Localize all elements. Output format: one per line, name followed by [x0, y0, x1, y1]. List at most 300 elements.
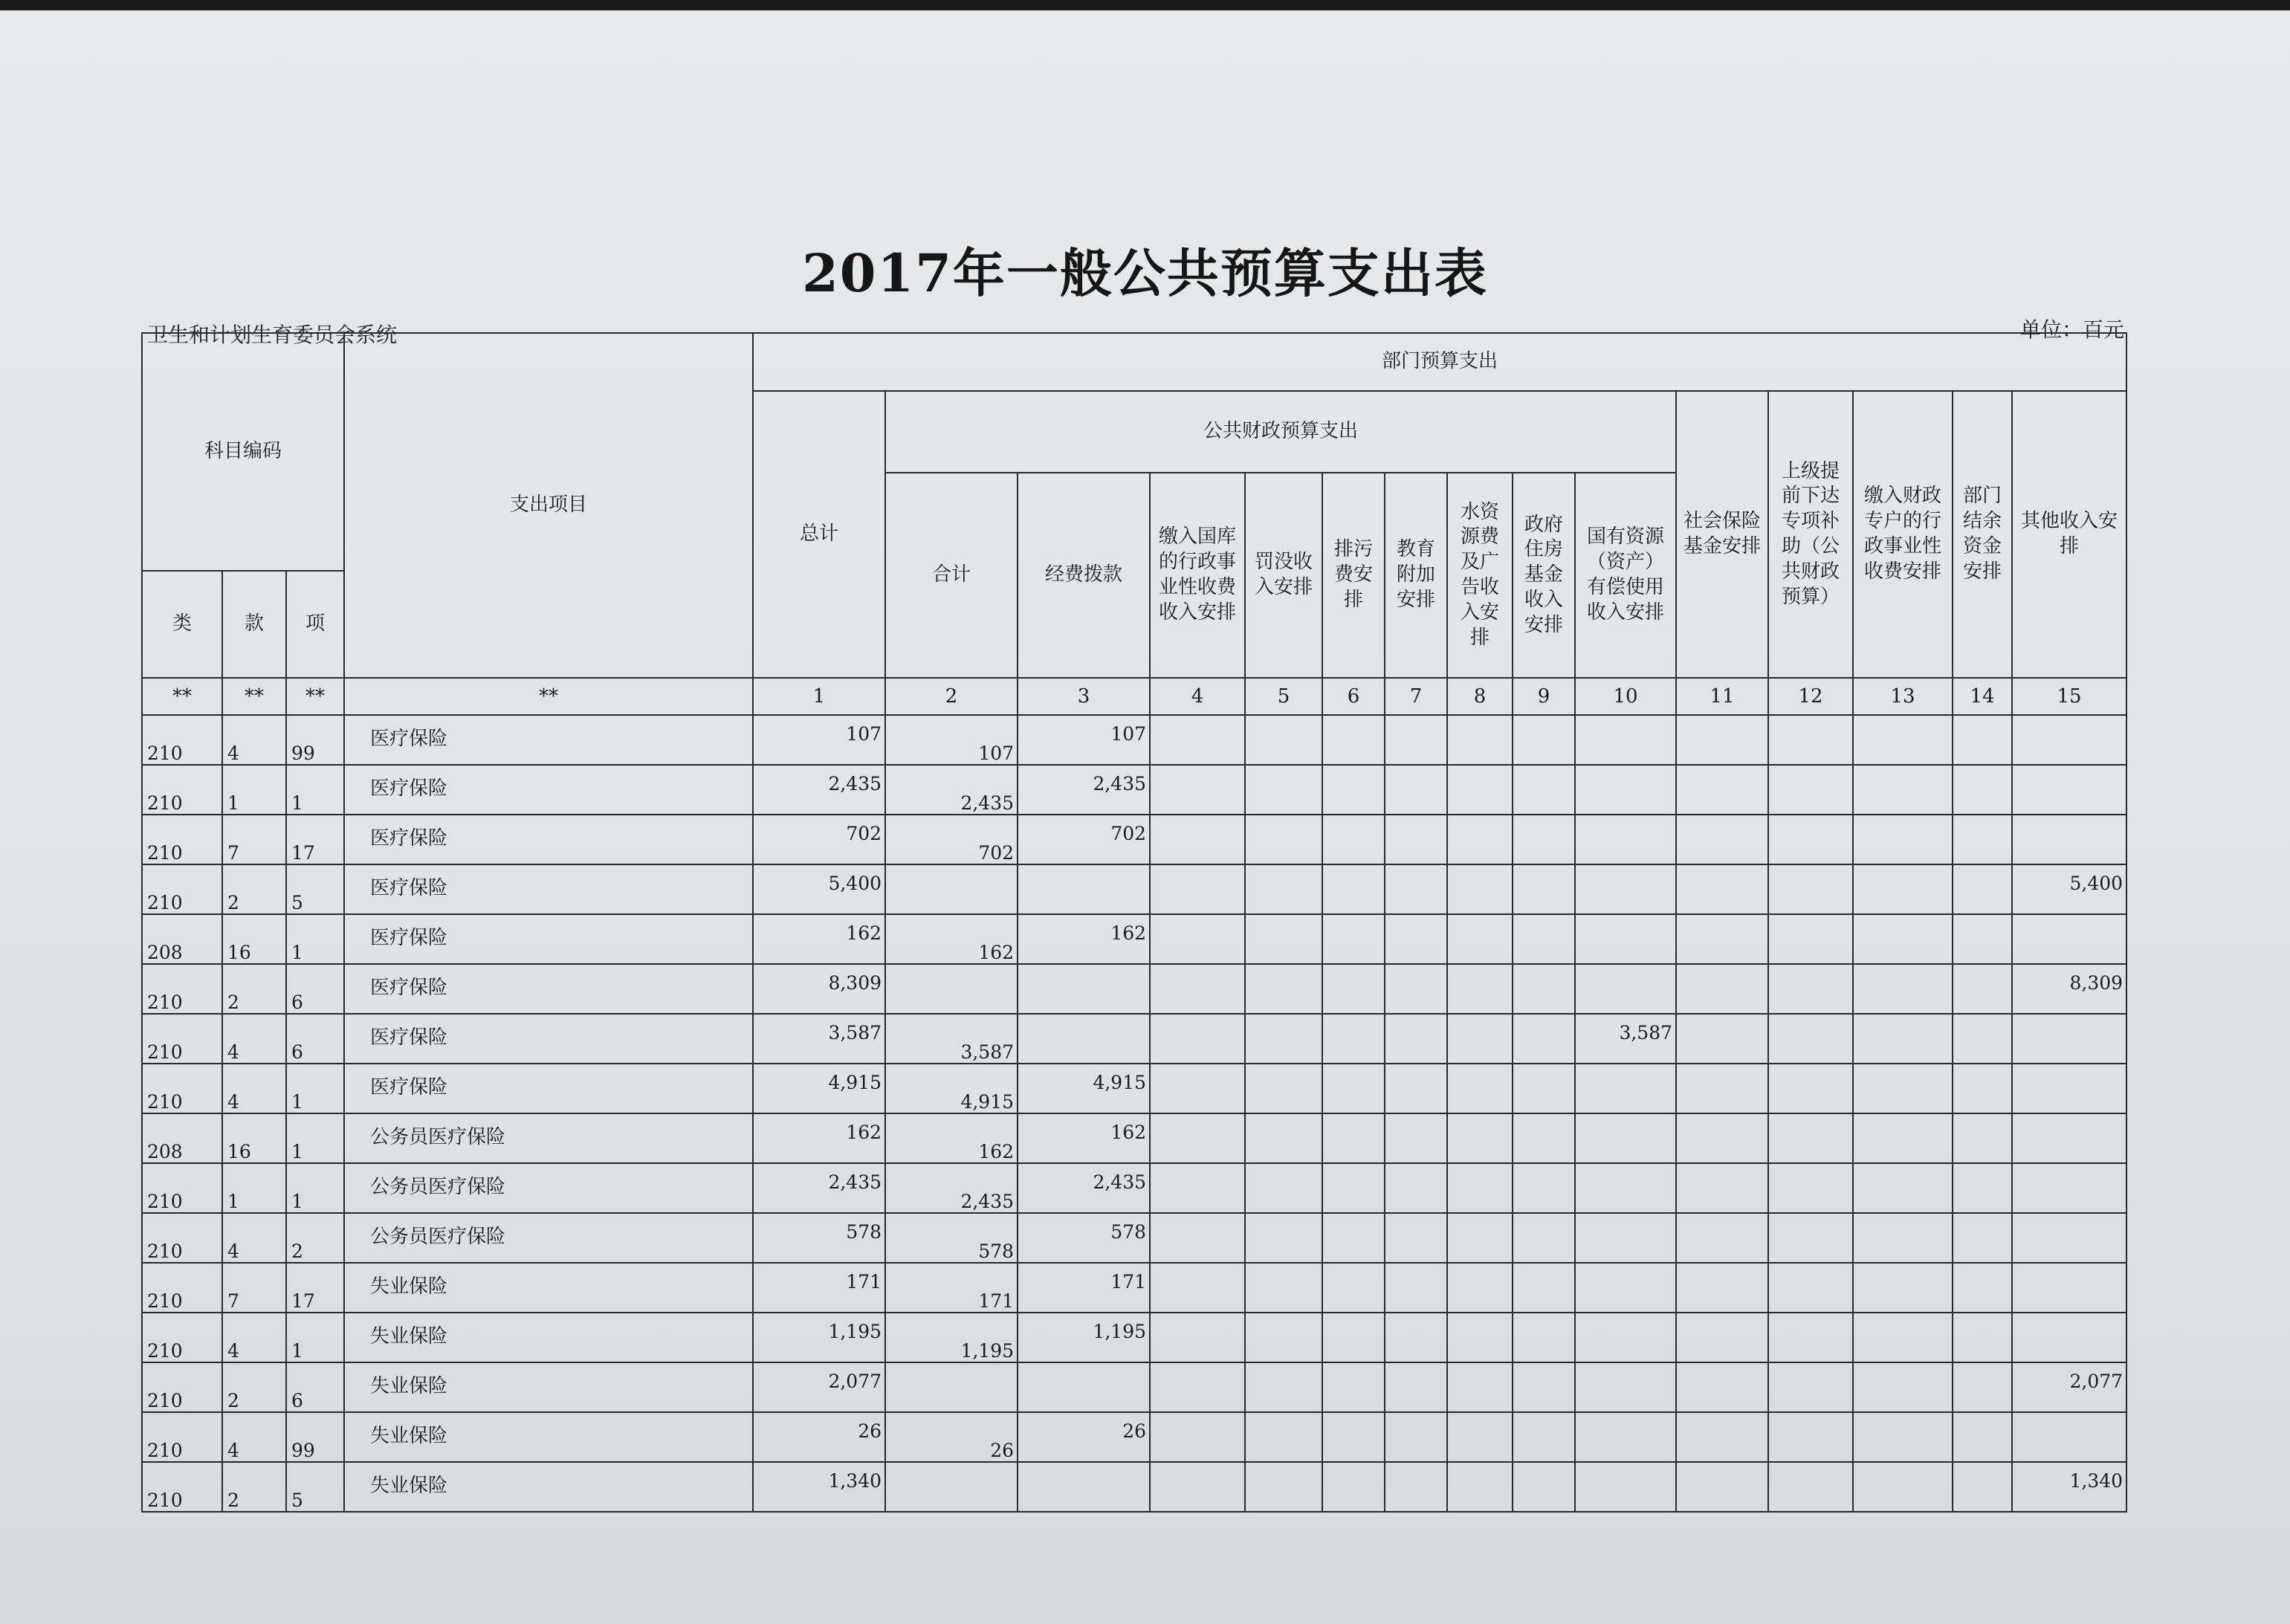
cell-lei: 210 — [142, 1163, 222, 1213]
budget-table — [141, 332, 2127, 1513]
cell-c15 — [2012, 1064, 2126, 1113]
cell-subtotal: 171 — [885, 1263, 1018, 1313]
table-row — [142, 1014, 2126, 1064]
cell-funding: 578 — [1018, 1213, 1150, 1263]
cell-c5 — [1245, 1213, 1322, 1263]
cell-c15 — [2012, 815, 2126, 864]
cell-c8 — [1447, 715, 1513, 765]
cell-c14 — [1953, 1213, 2012, 1263]
table-row — [142, 964, 2126, 1014]
table-body — [142, 678, 2126, 1512]
cell-c15: 1,340 — [2012, 1462, 2126, 1512]
cell-c15 — [2012, 765, 2126, 815]
cell-xiang: 1 — [286, 1064, 344, 1113]
table-row — [142, 1163, 2126, 1213]
cell-lei: 210 — [142, 1263, 222, 1313]
cell-xiang: 5 — [286, 864, 344, 914]
cell-c11 — [1676, 1462, 1768, 1512]
cell-c9 — [1513, 1014, 1575, 1064]
cell-c7 — [1385, 1213, 1447, 1263]
index-cell: 10 — [1575, 678, 1676, 715]
cell-c8 — [1447, 964, 1513, 1014]
cell-total: 1,340 — [753, 1462, 885, 1512]
cell-xiang: 17 — [286, 1263, 344, 1313]
cell-c12 — [1768, 1113, 1853, 1163]
cell-c9 — [1513, 1213, 1575, 1263]
cell-c10 — [1575, 815, 1676, 864]
cell-c10 — [1575, 914, 1676, 964]
cell-c13 — [1853, 1462, 1953, 1512]
cell-c13 — [1853, 1263, 1953, 1313]
cell-c4 — [1150, 1163, 1245, 1213]
index-cell: ** — [222, 678, 286, 715]
cell-total: 8,309 — [753, 964, 885, 1014]
cell-c11 — [1676, 715, 1768, 765]
cell-c10 — [1575, 1412, 1676, 1462]
cell-c10 — [1575, 1213, 1676, 1263]
cell-subtotal: 4,915 — [885, 1064, 1018, 1113]
cell-subtotal: 3,587 — [885, 1014, 1018, 1064]
cell-c9 — [1513, 715, 1575, 765]
page-title: 2017年一般公共预算支出表 — [802, 242, 1488, 304]
cell-xiang: 1 — [286, 1163, 344, 1213]
cell-subtotal — [885, 1362, 1018, 1412]
cell-c15: 2,077 — [2012, 1362, 2126, 1412]
cell-item-name: 失业保险 — [344, 1412, 753, 1462]
cell-total: 107 — [753, 715, 885, 765]
cell-xiang: 1 — [286, 914, 344, 964]
cell-c9 — [1513, 1113, 1575, 1163]
cell-kuan: 7 — [222, 1263, 286, 1313]
cell-c6 — [1322, 1014, 1385, 1064]
cell-c12 — [1768, 815, 1853, 864]
organization-label: 卫生和计划生育委员会系统 — [147, 323, 398, 347]
header-subtotal: 合计 — [885, 473, 1018, 678]
cell-lei: 210 — [142, 1412, 222, 1462]
cell-c7 — [1385, 1362, 1447, 1412]
cell-item-name: 失业保险 — [344, 1362, 753, 1412]
cell-c13 — [1853, 1113, 1953, 1163]
cell-c4 — [1150, 1014, 1245, 1064]
cell-c12 — [1768, 1014, 1853, 1064]
header-c12: 上级提前下达专项补助（公共财政预算） — [1768, 391, 1853, 678]
cell-c13 — [1853, 1064, 1953, 1113]
index-row — [142, 678, 2126, 715]
cell-c6 — [1322, 1263, 1385, 1313]
cell-c8 — [1447, 1113, 1513, 1163]
cell-c4 — [1150, 1064, 1245, 1113]
cell-c11 — [1676, 815, 1768, 864]
cell-c8 — [1447, 1213, 1513, 1263]
cell-xiang: 1 — [286, 1113, 344, 1163]
cell-c14 — [1953, 964, 2012, 1014]
cell-c7 — [1385, 1313, 1447, 1362]
cell-kuan: 4 — [222, 1412, 286, 1462]
cell-c8 — [1447, 1412, 1513, 1462]
cell-c11 — [1676, 1064, 1768, 1113]
cell-funding: 1,195 — [1018, 1313, 1150, 1362]
cell-subtotal: 162 — [885, 914, 1018, 964]
cell-c8 — [1447, 864, 1513, 914]
cell-c7 — [1385, 1462, 1447, 1512]
cell-c15 — [2012, 1014, 2126, 1064]
cell-kuan: 1 — [222, 1163, 286, 1213]
cell-c6 — [1322, 1462, 1385, 1512]
cell-c12 — [1768, 1462, 1853, 1512]
header-c15: 其他收入安排 — [2012, 391, 2126, 678]
table-row — [142, 1113, 2126, 1163]
cell-funding: 4,915 — [1018, 1064, 1150, 1113]
cell-xiang: 99 — [286, 715, 344, 765]
index-cell: 2 — [885, 678, 1018, 715]
index-cell: 4 — [1150, 678, 1245, 715]
cell-c6 — [1322, 765, 1385, 815]
cell-total: 162 — [753, 1113, 885, 1163]
cell-subtotal: 107 — [885, 715, 1018, 765]
cell-c12 — [1768, 964, 1853, 1014]
cell-c7 — [1385, 964, 1447, 1014]
header-total: 总计 — [753, 391, 885, 678]
index-cell: 9 — [1513, 678, 1575, 715]
cell-item-name: 公务员医疗保险 — [344, 1213, 753, 1263]
cell-item-name: 医疗保险 — [344, 964, 753, 1014]
cell-c8 — [1447, 1313, 1513, 1362]
cell-c11 — [1676, 964, 1768, 1014]
header-c5: 罚没收入安排 — [1245, 473, 1322, 678]
cell-lei: 210 — [142, 964, 222, 1014]
table-row — [142, 715, 2126, 765]
table-row — [142, 1064, 2126, 1113]
cell-c11 — [1676, 864, 1768, 914]
cell-c6 — [1322, 1313, 1385, 1362]
index-cell: 11 — [1676, 678, 1768, 715]
cell-c5 — [1245, 815, 1322, 864]
cell-c6 — [1322, 864, 1385, 914]
index-cell: ** — [286, 678, 344, 715]
cell-c4 — [1150, 864, 1245, 914]
cell-xiang: 1 — [286, 765, 344, 815]
cell-c6 — [1322, 964, 1385, 1014]
cell-c8 — [1447, 1014, 1513, 1064]
cell-total: 2,435 — [753, 765, 885, 815]
cell-c5 — [1245, 1064, 1322, 1113]
cell-c7 — [1385, 1263, 1447, 1313]
cell-c7 — [1385, 1412, 1447, 1462]
header-xiang: 项 — [286, 571, 344, 678]
cell-c13 — [1853, 1213, 1953, 1263]
index-cell: 5 — [1245, 678, 1322, 715]
header-code-group: 科目编码 — [142, 333, 344, 571]
cell-c10 — [1575, 1462, 1676, 1512]
table-row — [142, 1462, 2126, 1512]
cell-c10 — [1575, 1263, 1676, 1313]
cell-c5 — [1245, 1014, 1322, 1064]
cell-c5 — [1245, 1362, 1322, 1412]
cell-c11 — [1676, 1412, 1768, 1462]
cell-lei: 210 — [142, 1313, 222, 1362]
cell-c8 — [1447, 914, 1513, 964]
header-c4: 缴入国库的行政事业性收费收入安排 — [1150, 473, 1245, 678]
cell-c15 — [2012, 1412, 2126, 1462]
header-c7: 教育附加安排 — [1385, 473, 1447, 678]
cell-lei: 210 — [142, 815, 222, 864]
cell-c5 — [1245, 1462, 1322, 1512]
cell-c14 — [1953, 715, 2012, 765]
cell-c13 — [1853, 1014, 1953, 1064]
index-cell: 8 — [1447, 678, 1513, 715]
cell-lei: 210 — [142, 1014, 222, 1064]
index-cell: 3 — [1018, 678, 1150, 715]
index-cell: 1 — [753, 678, 885, 715]
cell-c12 — [1768, 1313, 1853, 1362]
cell-c4 — [1150, 1113, 1245, 1163]
cell-c7 — [1385, 1113, 1447, 1163]
cell-c14 — [1953, 1113, 2012, 1163]
cell-subtotal: 26 — [885, 1412, 1018, 1462]
cell-c12 — [1768, 1213, 1853, 1263]
cell-total: 2,077 — [753, 1362, 885, 1412]
cell-kuan: 4 — [222, 715, 286, 765]
cell-c8 — [1447, 1163, 1513, 1213]
cell-kuan: 4 — [222, 1213, 286, 1263]
cell-c14 — [1953, 1412, 2012, 1462]
header-kuan: 款 — [222, 571, 286, 678]
cell-c4 — [1150, 1412, 1245, 1462]
header-public-finance: 公共财政预算支出 — [885, 391, 1676, 473]
cell-c12 — [1768, 1163, 1853, 1213]
cell-c14 — [1953, 864, 2012, 914]
cell-total: 5,400 — [753, 864, 885, 914]
table-row — [142, 1412, 2126, 1462]
cell-c10 — [1575, 1362, 1676, 1412]
cell-c6 — [1322, 815, 1385, 864]
cell-c6 — [1322, 1163, 1385, 1213]
cell-c14 — [1953, 1313, 2012, 1362]
cell-c5 — [1245, 765, 1322, 815]
cell-c15 — [2012, 715, 2126, 765]
cell-c8 — [1447, 1263, 1513, 1313]
cell-c12 — [1768, 1412, 1853, 1462]
cell-xiang: 6 — [286, 964, 344, 1014]
header-c14: 部门结余资金安排 — [1953, 391, 2012, 678]
cell-lei: 210 — [142, 1213, 222, 1263]
cell-c9 — [1513, 1263, 1575, 1313]
cell-c12 — [1768, 715, 1853, 765]
cell-c11 — [1676, 1113, 1768, 1163]
cell-c7 — [1385, 1064, 1447, 1113]
header-c9: 政府住房基金收入安排 — [1513, 473, 1575, 678]
cell-c4 — [1150, 765, 1245, 815]
cell-c13 — [1853, 815, 1953, 864]
cell-c9 — [1513, 1362, 1575, 1412]
unit-label: 单位：百元 — [2019, 317, 2124, 342]
cell-c4 — [1150, 1263, 1245, 1313]
cell-lei: 210 — [142, 1362, 222, 1412]
cell-c9 — [1513, 864, 1575, 914]
header-c11: 社会保险基金安排 — [1676, 391, 1768, 678]
cell-item-name: 医疗保险 — [344, 715, 753, 765]
cell-c10 — [1575, 715, 1676, 765]
table-row — [142, 1362, 2126, 1412]
cell-c5 — [1245, 1163, 1322, 1213]
cell-c10 — [1575, 964, 1676, 1014]
cell-total: 2,435 — [753, 1163, 885, 1213]
cell-c14 — [1953, 914, 2012, 964]
cell-lei: 210 — [142, 715, 222, 765]
header-lei: 类 — [142, 571, 222, 678]
cell-funding: 2,435 — [1018, 1163, 1150, 1213]
cell-c14 — [1953, 1014, 2012, 1064]
cell-c13 — [1853, 1163, 1953, 1213]
cell-c6 — [1322, 914, 1385, 964]
cell-c8 — [1447, 765, 1513, 815]
cell-c8 — [1447, 815, 1513, 864]
table-row — [142, 1313, 2126, 1362]
cell-item-name: 医疗保险 — [344, 1064, 753, 1113]
cell-funding — [1018, 1462, 1150, 1512]
cell-c7 — [1385, 715, 1447, 765]
cell-c6 — [1322, 1213, 1385, 1263]
cell-c15 — [2012, 1113, 2126, 1163]
cell-c4 — [1150, 815, 1245, 864]
cell-c15 — [2012, 1163, 2126, 1213]
cell-c9 — [1513, 1412, 1575, 1462]
cell-funding: 26 — [1018, 1412, 1150, 1462]
cell-c5 — [1245, 1113, 1322, 1163]
cell-c11 — [1676, 1263, 1768, 1313]
cell-kuan: 2 — [222, 1462, 286, 1512]
cell-funding: 162 — [1018, 914, 1150, 964]
cell-total: 578 — [753, 1213, 885, 1263]
cell-lei: 210 — [142, 1462, 222, 1512]
cell-xiang: 2 — [286, 1213, 344, 1263]
cell-c13 — [1853, 864, 1953, 914]
cell-kuan: 2 — [222, 964, 286, 1014]
cell-xiang: 6 — [286, 1362, 344, 1412]
cell-subtotal: 2,435 — [885, 765, 1018, 815]
cell-subtotal: 2,435 — [885, 1163, 1018, 1213]
cell-funding: 2,435 — [1018, 765, 1150, 815]
cell-kuan: 4 — [222, 1313, 286, 1362]
cell-total: 1,195 — [753, 1313, 885, 1362]
cell-c4 — [1150, 1313, 1245, 1362]
cell-c6 — [1322, 1362, 1385, 1412]
cell-c9 — [1513, 1313, 1575, 1362]
header-c8: 水资源费及广告收入安排 — [1447, 473, 1513, 678]
cell-c4 — [1150, 1213, 1245, 1263]
cell-kuan: 16 — [222, 1113, 286, 1163]
cell-kuan: 1 — [222, 765, 286, 815]
cell-c6 — [1322, 1113, 1385, 1163]
cell-c12 — [1768, 914, 1853, 964]
cell-c7 — [1385, 864, 1447, 914]
cell-total: 26 — [753, 1412, 885, 1462]
table-row — [142, 914, 2126, 964]
cell-c12 — [1768, 1064, 1853, 1113]
cell-c10 — [1575, 1163, 1676, 1213]
cell-c12 — [1768, 1263, 1853, 1313]
cell-c15 — [2012, 914, 2126, 964]
cell-c6 — [1322, 715, 1385, 765]
cell-funding — [1018, 1014, 1150, 1064]
cell-c14 — [1953, 815, 2012, 864]
cell-c15 — [2012, 1213, 2126, 1263]
cell-xiang: 17 — [286, 815, 344, 864]
cell-c14 — [1953, 765, 2012, 815]
table-row — [142, 815, 2126, 864]
cell-item-name: 公务员医疗保险 — [344, 1163, 753, 1213]
cell-funding: 702 — [1018, 815, 1150, 864]
cell-total: 4,915 — [753, 1064, 885, 1113]
header-dept-budget: 部门预算支出 — [753, 333, 2126, 391]
cell-c11 — [1676, 1014, 1768, 1064]
cell-funding: 162 — [1018, 1113, 1150, 1163]
cell-c4 — [1150, 914, 1245, 964]
cell-funding: 107 — [1018, 715, 1150, 765]
cell-c11 — [1676, 1313, 1768, 1362]
cell-xiang: 1 — [286, 1313, 344, 1362]
cell-lei: 208 — [142, 1113, 222, 1163]
table-row — [142, 765, 2126, 815]
cell-xiang: 99 — [286, 1412, 344, 1462]
cell-c12 — [1768, 864, 1853, 914]
index-cell: ** — [344, 678, 753, 715]
cell-c4 — [1150, 1362, 1245, 1412]
index-cell: 13 — [1853, 678, 1953, 715]
cell-funding — [1018, 1362, 1150, 1412]
cell-c5 — [1245, 715, 1322, 765]
cell-c10 — [1575, 1064, 1676, 1113]
cell-c14 — [1953, 1064, 2012, 1113]
cell-lei: 210 — [142, 765, 222, 815]
cell-c7 — [1385, 1163, 1447, 1213]
cell-kuan: 16 — [222, 914, 286, 964]
cell-c13 — [1853, 1313, 1953, 1362]
index-cell: 7 — [1385, 678, 1447, 715]
cell-subtotal: 702 — [885, 815, 1018, 864]
cell-c8 — [1447, 1362, 1513, 1412]
cell-c5 — [1245, 1412, 1322, 1462]
cell-c9 — [1513, 815, 1575, 864]
cell-c15: 5,400 — [2012, 864, 2126, 914]
cell-c6 — [1322, 1064, 1385, 1113]
cell-c9 — [1513, 1462, 1575, 1512]
cell-kuan: 2 — [222, 1362, 286, 1412]
header-c10: 国有资源（资产）有偿使用收入安排 — [1575, 473, 1676, 678]
cell-c9 — [1513, 914, 1575, 964]
cell-total: 162 — [753, 914, 885, 964]
header-item: 支出项目 — [344, 333, 753, 678]
cell-item-name: 公务员医疗保险 — [344, 1113, 753, 1163]
cell-c11 — [1676, 1163, 1768, 1213]
cell-c7 — [1385, 914, 1447, 964]
cell-kuan: 7 — [222, 815, 286, 864]
cell-c13 — [1853, 1362, 1953, 1412]
cell-c15: 8,309 — [2012, 964, 2126, 1014]
cell-c11 — [1676, 914, 1768, 964]
cell-total: 171 — [753, 1263, 885, 1313]
header-c13: 缴入财政专户的行政事业性收费安排 — [1853, 391, 1953, 678]
header-funding: 经费拨款 — [1018, 473, 1150, 678]
cell-c13 — [1853, 715, 1953, 765]
cell-funding — [1018, 864, 1150, 914]
cell-c11 — [1676, 1362, 1768, 1412]
cell-c15 — [2012, 1313, 2126, 1362]
cell-c5 — [1245, 914, 1322, 964]
cell-xiang: 5 — [286, 1462, 344, 1512]
cell-c14 — [1953, 1462, 2012, 1512]
cell-c13 — [1853, 765, 1953, 815]
